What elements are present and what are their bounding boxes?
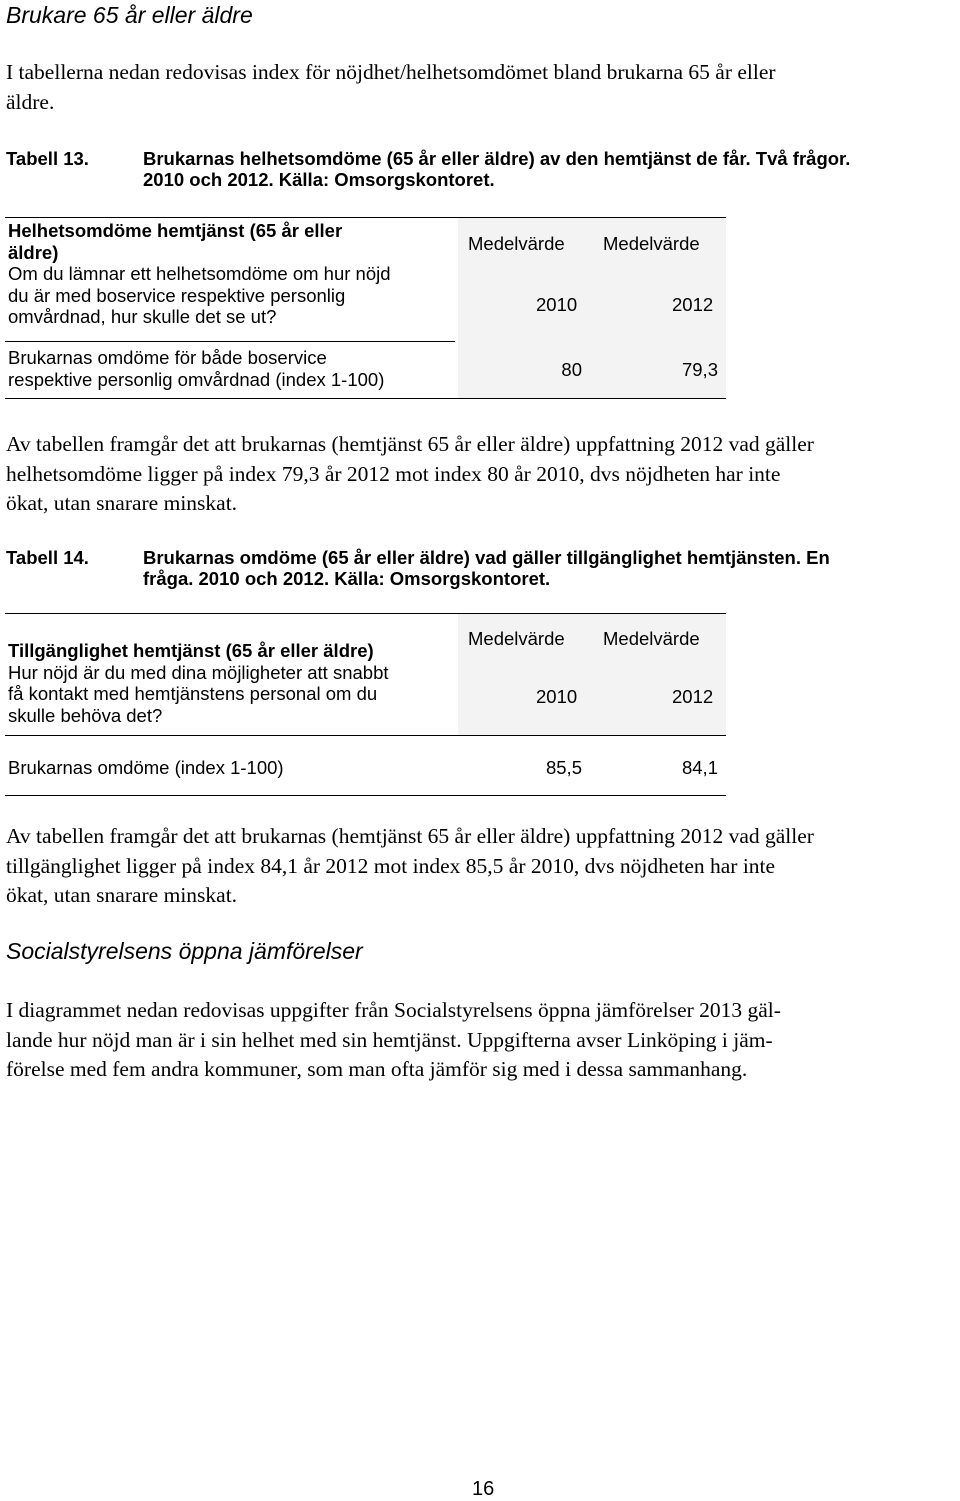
- caption-line: fråga. 2010 och 2012. Källa: Omsorgskontoret.: [143, 568, 551, 589]
- header-title-line: äldre): [8, 241, 59, 263]
- table13-header-rule: [5, 341, 455, 342]
- header-question-line: Hur nöjd är du med dina möjligheter att snabbt: [8, 661, 389, 683]
- table13-col2-label: Medelvärde: [603, 233, 700, 254]
- table14-row-label: Brukarnas omdöme (index 1-100): [8, 757, 284, 778]
- table14-header-question: [8, 662, 453, 727]
- table14-col2-label: Medelvärde: [603, 628, 700, 649]
- table13-label: Tabell 13.: [6, 148, 89, 169]
- table14-header-cell: [8, 640, 453, 726]
- section2-paragraph: [6, 996, 956, 1085]
- table14-col1-year: 2010: [536, 686, 578, 707]
- table13-header-cell: [8, 220, 453, 328]
- intro-line: äldre.: [6, 89, 55, 114]
- body-line: lande hur nöjd man är i sin helhet med sin hemtjänst. Uppgifterna avser Linköping i jäm-: [6, 1027, 773, 1052]
- body-line: förelse med fem andra kommuner, som man ofta jämför sig med i dessa sammanhang.: [6, 1057, 748, 1081]
- table13-top-rule: [5, 217, 726, 218]
- table13-row-label: [8, 347, 453, 390]
- table14-value-2012: 84,1: [681, 757, 718, 778]
- table14-col2-year: 2012: [672, 686, 714, 707]
- commentary-line: ökat, utan snarare minskat.: [6, 883, 238, 907]
- table13-value-2012: 79,3: [681, 359, 718, 380]
- section-heading-socialstyrelsen: Socialstyrelsens öppna jämförelser: [6, 938, 363, 964]
- table13-col1-year: 2010: [536, 294, 578, 315]
- header-title-line: Helhetsomdöme hemtjänst (65 år eller: [8, 220, 343, 241]
- caption-line: 2010 och 2012. Källa: Omsorgskontoret.: [143, 169, 495, 190]
- row-label-line: Brukarnas omdöme för både boservice: [8, 347, 327, 368]
- page-number: 16: [472, 1478, 495, 1500]
- header-question-line: du är med boservice respektive personlig: [8, 284, 346, 306]
- table14-caption: [143, 547, 953, 589]
- commentary-line: Av tabellen framgår det att brukarnas (hemtjänst 65 år eller äldre) uppfattning 2012 vad gäller: [6, 824, 814, 848]
- table13-value-2010: 80: [561, 359, 582, 380]
- caption-line: Brukarnas helhetsomdöme (65 år eller äldre) av den hemtjänst de får. Två frågor.: [143, 148, 851, 169]
- commentary-line: helhetsomdöme ligger på index 79,3 år 2012 mot index 80 år 2010, dvs nöjdheten har inte: [6, 461, 781, 486]
- table13-caption: [143, 148, 953, 190]
- commentary-line: Av tabellen framgår det att brukarnas (hemtjänst 65 år eller äldre) uppfattning 2012 vad gäller: [6, 432, 814, 456]
- commentary-line: ökat, utan snarare minskat.: [6, 491, 238, 515]
- table14-col1-label: Medelvärde: [468, 628, 565, 649]
- header-question-line: skulle behöva det?: [8, 704, 163, 726]
- table13-header-question: [8, 263, 453, 328]
- table14-top-rule: [5, 613, 726, 614]
- table14-header-title: Tillgänglighet hemtjänst (65 år eller äldre): [8, 640, 374, 661]
- intro-paragraph: [6, 58, 951, 117]
- table14-commentary: [6, 822, 956, 911]
- body-line: I diagrammet nedan redovisas uppgifter från Socialstyrelsens öppna jämförelser 2013 gäl-: [6, 998, 781, 1022]
- commentary-line: tillgänglighet ligger på index 84,1 år 2012 mot index 85,5 år 2010, dvs nöjdheten har inte: [6, 853, 776, 878]
- table13-bottom-rule: [5, 398, 726, 399]
- table14-header-rule: [5, 735, 726, 736]
- table13-commentary: [6, 430, 956, 519]
- table13: [0, 0, 960, 1]
- table13-header-title: [8, 220, 453, 263]
- table14-label: Tabell 14.: [6, 547, 89, 568]
- caption-line: Brukarnas omdöme (65 år eller äldre) vad gäller tillgänglighet hemtjänsten. En: [143, 547, 830, 568]
- table13-col2-year: 2012: [672, 294, 714, 315]
- header-question-line: få kontakt med hemtjänstens personal om du: [8, 683, 378, 704]
- table13-col1-label: Medelvärde: [468, 233, 565, 254]
- table14-value-2010: 85,5: [545, 757, 582, 778]
- section-heading-brukare: Brukare 65 år eller äldre: [6, 2, 253, 28]
- row-label-line: respektive personlig omvårdnad (index 1-100): [8, 368, 385, 390]
- intro-line: I tabellerna nedan redovisas index för nöjdhet/helhetsomdömet bland brukarna 65 år eller: [6, 60, 776, 84]
- header-question-line: omvårdnad, hur skulle det se ut?: [8, 306, 277, 327]
- header-question-line: Om du lämnar ett helhetsomdöme om hur nöjd: [8, 263, 391, 284]
- table14-bottom-rule: [5, 795, 726, 796]
